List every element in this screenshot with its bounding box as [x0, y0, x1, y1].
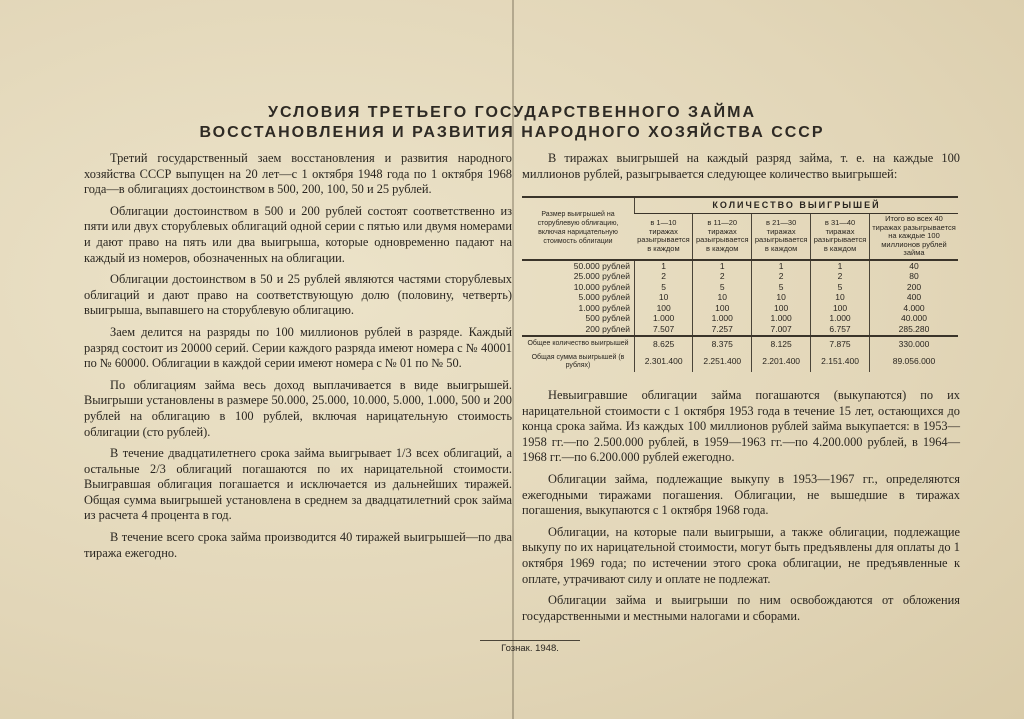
paragraph: В течение двадцатилетнего срока займа выигрывает 1/3 всех облигаций, а остальные 2/3 облигаций погашаются по их нарицательной стоимости. Выигравшая облигация погашается и исключается из дальнейших тиражей. Общая сумма выигрышей установлена в среднем за двадцатилетний срок займа из расчета 4 процента в год.: [84, 446, 512, 523]
total-row: [522, 336, 958, 352]
paragraph: Облигации, на которые пали выигрыши, а также облигации, подлежащие выкупу по их нарицательной стоимости, могут быть предъявлены для оплаты до 1 октября 1969 года; по истечении этого срока облигации, не предъявленные к оплате, утрачивают силу и оплате не подлежат.: [522, 524, 960, 586]
table-cell: 2: [635, 271, 693, 282]
table-cell: 1.000: [811, 313, 870, 324]
table-row: [522, 260, 958, 272]
right-column-intro: [522, 151, 960, 188]
table-cell: 2.301.400: [635, 352, 693, 372]
table-cell: 2: [752, 271, 811, 282]
table-cell: 5: [693, 282, 752, 293]
table-cell: 400: [870, 292, 959, 303]
right-column: [522, 388, 960, 630]
table-row: [522, 313, 958, 324]
table-cell: 89.056.000: [870, 352, 959, 372]
column-header: в 11—20 тиражах разыгрывается в каждом: [693, 214, 752, 260]
row-label: 200 рублей: [585, 324, 630, 335]
table-cell: 7.875: [811, 336, 870, 352]
table-cell: 7.257: [693, 324, 752, 336]
row-label: 5.000 рублей: [578, 292, 630, 303]
table-cell: 200: [870, 282, 959, 293]
table-cell: 1.000: [752, 313, 811, 324]
table-cell: 100: [635, 303, 693, 314]
table-cell: 8.625: [635, 336, 693, 352]
column-header: в 31—40 тиражах разыгрывается в каждом: [811, 214, 870, 260]
table-cell: 5: [752, 282, 811, 293]
table-row: [522, 282, 958, 293]
paragraph: Третий государственный заем восстановления и развития народного хозяйства СССР выпущен на 20 лет—с 1 октября 1948 года по 1 октября 1968 года—в облигациях достоинством в 500, 200, 100, 50 и 25 рублей.: [84, 151, 512, 197]
table-cell: 5: [635, 282, 693, 293]
column-header: в 1—10 тиражах разыгрывается в каждом: [635, 214, 693, 260]
printer-imprint: Гознак. 1948.: [480, 640, 580, 654]
table-cell: 10: [635, 292, 693, 303]
row-label: 50.000 рублей: [573, 260, 630, 271]
table-cell: 2: [811, 271, 870, 282]
row-label: 500 рублей: [585, 313, 630, 324]
table-cell: 8.125: [752, 336, 811, 352]
total-row: [522, 352, 958, 372]
table-cell: 40: [870, 260, 959, 272]
document-title-line-1: УСЛОВИЯ ТРЕТЬЕГО ГОСУДАРСТВЕННОГО ЗАЙМА: [267, 104, 757, 121]
table-cell: 6.757: [811, 324, 870, 336]
table-cell: 1: [752, 260, 811, 272]
table-cell: 4.000: [870, 303, 959, 314]
table-cell: 1: [811, 260, 870, 272]
table-cell: 40.000: [870, 313, 959, 324]
total-label: Общее количество выигрышей: [522, 336, 635, 352]
row-label: 25.000 рублей: [573, 271, 630, 282]
table-cell: 2.151.400: [811, 352, 870, 372]
paragraph: В тиражах выигрышей на каждый разряд займа, т. е. на каждые 100 миллионов рублей, разыгрывается следующее количество выигрышей:: [522, 151, 960, 181]
paragraph: Облигации займа и выигрыши по ним освобождаются от обложения государственными и местными налогами и сборами.: [522, 593, 960, 623]
table-cell: 5: [811, 282, 870, 293]
row-header: Размер выигрышей на сторублевую облигацию, включая нарицательную стоимость облигации: [522, 197, 635, 260]
paragraph: По облигациям займа весь доход выплачивается в виде выигрышей. Выигрыши установлены в размере 50.000, 25.000, 10.000, 5.000, 1.000, 500 и 200 рублей на облигацию в 100 рублей, включая нарицательную стоимость облигации (сто рублей).: [84, 377, 512, 439]
table-cell: 10: [811, 292, 870, 303]
table-cell: 285.280: [870, 324, 959, 336]
row-label: 1.000 рублей: [578, 302, 630, 313]
table-row: [522, 303, 958, 314]
table-cell: 8.375: [693, 336, 752, 352]
table-cell: 330.000: [870, 336, 959, 352]
group-header: КОЛИЧЕСТВО ВЫИГРЫШЕЙ: [635, 197, 959, 214]
table-cell: 7.007: [752, 324, 811, 336]
document-title-line-2: ВОССТАНОВЛЕНИЯ И РАЗВИТИЯ НАРОДНОГО ХОЗЯЙСТВА СССР: [199, 124, 825, 141]
table-row: [522, 271, 958, 282]
paragraph: Невыигравшие облигации займа погашаются (выкупаются) по их нарицательной стоимости с 1 октября 1953 года в течение 15 лет, остающихся до конца срока займа. Из каждых 100 миллионов рублей займа выкупается: в 1953—1958 гг.—по 2.500.000 рублей, в 1959—1963 гг.—по 4.200.000 рублей, в 1964—1968 гг.—по 6.200.000 рублей ежегодно.: [522, 388, 960, 465]
table-cell: 80: [870, 271, 959, 282]
table-cell: 100: [811, 303, 870, 314]
paragraph: Облигации достоинством в 50 и 25 рублей являются частями сторублевых облигаций и дают право на соответствующую долю (половину, четверть) выигрыша, выпавшего на сторублевую облигацию.: [84, 272, 512, 318]
table-cell: 10: [752, 292, 811, 303]
table-cell: 100: [752, 303, 811, 314]
column-header: Итого во всех 40 тиражах разыгрывается на каждые 100 миллионов рублей займа: [870, 214, 959, 260]
table-cell: 1: [635, 260, 693, 272]
table-cell: 1.000: [693, 313, 752, 324]
paragraph: Облигации займа, подлежащие выкупу в 1953—1967 гг., определяются ежегодными тиражами погашения. Облигации, не вышедшие в тиражах погашения, выкупаются с 1 октября 1968 года.: [522, 471, 960, 518]
paragraph: Облигации достоинством в 500 и 200 рублей состоят соответственно из пяти или двух сторублевых облигаций одной серии с пятью или двумя номерами и дают право на пять или два выигрыша, которые одновременно падают на каждый из номеров, обозначенных на облигации.: [84, 203, 512, 265]
table-row: [522, 292, 958, 303]
table-cell: 100: [693, 303, 752, 314]
table-cell: 2: [693, 271, 752, 282]
row-label: 10.000 рублей: [573, 281, 630, 292]
total-label: Общая сумма выигрышей (в рублях): [531, 353, 625, 369]
prize-table: [522, 196, 958, 372]
column-header: в 21—30 тиражах разыгрывается в каждом: [752, 214, 811, 260]
table-row: [522, 324, 958, 336]
table-cell: 1.000: [635, 313, 693, 324]
left-column: [84, 151, 512, 567]
table-cell: 2.201.400: [752, 352, 811, 372]
paragraph: В течение всего срока займа производится 40 тиражей выигрышей—по два тиража ежегодно.: [84, 530, 512, 560]
table-cell: 2.251.400: [693, 352, 752, 372]
table-cell: 1: [693, 260, 752, 272]
table-cell: 7.507: [635, 324, 693, 336]
paragraph: Заем делится на разряды по 100 миллионов рублей в разряде. Каждый разряд состоит из 20000 серий. Серии каждого разряда имеют номера с № 40001 по № 60000. Облигации в каждой серии имеют номера с № 01 по № 50.: [84, 324, 512, 371]
table-cell: 10: [693, 292, 752, 303]
